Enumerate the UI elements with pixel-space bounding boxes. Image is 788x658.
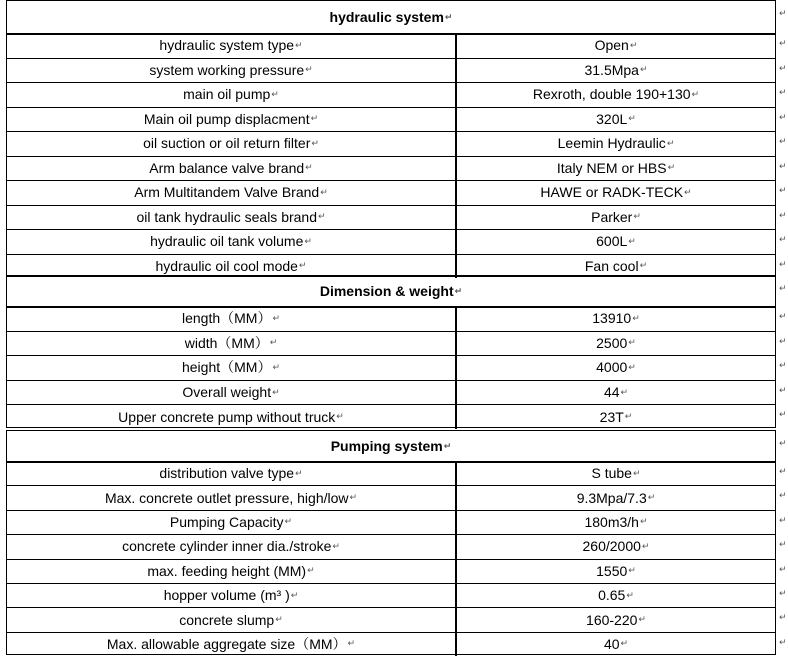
row-end-mark-icon: ↵ xyxy=(779,62,787,73)
paragraph-mark-icon: ↵ xyxy=(336,411,344,422)
spec-label-cell xyxy=(7,33,457,58)
spec-label-cell xyxy=(7,156,457,181)
paragraph-mark-icon: ↵ xyxy=(307,565,315,576)
spec-label: Arm Multitandem Valve Brand xyxy=(134,184,320,201)
paragraph-mark-icon: ↵ xyxy=(305,64,313,75)
spec-label: Arm balance valve brand xyxy=(149,159,305,176)
row-end-mark-icon: ↵ xyxy=(779,234,787,244)
spec-label-cell xyxy=(7,461,457,485)
spec-value-cell xyxy=(457,632,775,656)
section-2 xyxy=(6,430,776,655)
table-row xyxy=(7,306,775,332)
paragraph-mark-icon: ↵ xyxy=(271,88,279,99)
spec-label-cell xyxy=(7,131,457,156)
spec-label: Pumping Capacity xyxy=(169,513,284,530)
spec-value: 9.3Mpa/7.3 xyxy=(576,489,647,506)
spec-value: Parker xyxy=(591,208,633,225)
spec-value-cell xyxy=(457,131,775,156)
paragraph-mark-icon: ↵ xyxy=(290,589,299,600)
section-0 xyxy=(6,0,776,277)
paragraph-mark-icon: ↵ xyxy=(666,137,675,148)
table-row xyxy=(7,380,775,406)
spec-value-cell xyxy=(457,485,775,509)
table-row xyxy=(7,559,775,584)
paragraph-mark-icon: ↵ xyxy=(272,386,280,397)
paragraph-mark-icon: ↵ xyxy=(628,113,636,124)
spec-value: Open xyxy=(594,37,629,54)
spec-value: 2500 xyxy=(596,334,628,351)
row-end-mark-icon: ↵ xyxy=(779,360,787,371)
spec-label-cell xyxy=(7,583,457,607)
spec-label: hydraulic oil cool mode xyxy=(155,257,298,274)
spec-label: distribution valve type xyxy=(159,465,295,482)
spec-value: 31.5Mpa xyxy=(584,61,639,78)
row-end-mark-icon: ↵ xyxy=(779,539,787,550)
table-row xyxy=(7,534,775,559)
table-row xyxy=(7,331,775,357)
spec-value: Italy NEM or HBS xyxy=(556,159,667,176)
spec-value-cell xyxy=(457,58,775,83)
spec-label: length（MM） xyxy=(181,310,272,327)
table-row xyxy=(7,355,775,381)
row-end-mark-icon: ↵ xyxy=(779,185,787,195)
paragraph-mark-icon: ↵ xyxy=(443,440,452,451)
spec-label: Max. concrete outlet pressure, high/low xyxy=(104,489,349,506)
spec-value: 23T xyxy=(599,408,624,425)
table-row xyxy=(7,82,775,108)
paragraph-mark-icon: ↵ xyxy=(284,516,293,527)
paragraph-mark-icon: ↵ xyxy=(272,361,280,372)
spec-value: 160-220 xyxy=(586,611,638,628)
spec-label-cell xyxy=(7,404,457,429)
row-end-mark-icon: ↵ xyxy=(779,563,787,574)
spec-label: width（MM） xyxy=(184,334,269,351)
paragraph-mark-icon: ↵ xyxy=(632,467,641,478)
spec-value: 40 xyxy=(603,635,620,652)
spec-label: system working pressure xyxy=(149,61,305,78)
spec-value: 180m3/h xyxy=(584,513,639,530)
spec-value-cell xyxy=(457,107,775,132)
paragraph-mark-icon: ↵ xyxy=(626,589,634,600)
row-end-mark-icon: ↵ xyxy=(779,490,787,501)
spec-label-cell xyxy=(7,510,457,534)
paragraph-mark-icon: ↵ xyxy=(295,39,303,50)
section-title xyxy=(7,1,775,35)
section-title-text: hydraulic system xyxy=(329,9,444,25)
spec-value: 0.65 xyxy=(598,587,626,604)
paragraph-mark-icon: ↵ xyxy=(320,186,328,197)
paragraph-mark-icon: ↵ xyxy=(305,162,313,173)
paragraph-mark-icon: ↵ xyxy=(332,540,340,551)
spec-value: 600L xyxy=(596,233,628,250)
section-title-text: Dimension & weight xyxy=(319,283,454,299)
paragraph-mark-icon: ↵ xyxy=(624,411,633,422)
spec-value-cell xyxy=(457,205,775,230)
spec-label: hopper volume (m³ ) xyxy=(163,587,290,604)
table-row xyxy=(7,632,775,656)
paragraph-mark-icon: ↵ xyxy=(318,211,326,222)
spec-label-cell xyxy=(7,485,457,509)
table-row xyxy=(7,510,775,535)
row-end-mark-icon: ↵ xyxy=(779,409,787,420)
spec-label-cell xyxy=(7,58,457,83)
table-row xyxy=(7,229,775,255)
spec-value-cell xyxy=(457,331,775,356)
row-end-mark-icon: ↵ xyxy=(779,8,787,18)
spec-label: oil tank hydraulic seals brand xyxy=(136,208,317,225)
paragraph-mark-icon: ↵ xyxy=(641,540,650,551)
spec-label-cell xyxy=(7,306,457,331)
spec-label: main oil pump xyxy=(183,86,271,103)
paragraph-mark-icon: ↵ xyxy=(684,186,692,197)
row-end-mark-icon: ↵ xyxy=(779,636,787,647)
paragraph-mark-icon: ↵ xyxy=(639,260,648,271)
row-end-mark-icon: ↵ xyxy=(779,514,787,525)
row-end-mark-icon: ↵ xyxy=(779,335,787,346)
paragraph-mark-icon: ↵ xyxy=(667,162,676,173)
paragraph-mark-icon: ↵ xyxy=(269,337,278,348)
spec-value: 4000 xyxy=(596,359,628,376)
spec-label-cell xyxy=(7,229,457,254)
row-end-mark-icon: ↵ xyxy=(779,612,787,623)
row-end-mark-icon: ↵ xyxy=(779,258,787,269)
paragraph-mark-icon: ↵ xyxy=(629,39,638,50)
section-title xyxy=(7,431,775,463)
spec-value-cell xyxy=(457,559,775,583)
paragraph-mark-icon: ↵ xyxy=(310,113,319,124)
row-end-mark-icon: ↵ xyxy=(779,38,787,48)
table-row xyxy=(7,583,775,608)
spec-label: hydraulic system type xyxy=(159,37,295,54)
spec-label: Upper concrete pump without truck xyxy=(118,408,336,425)
spec-value-cell xyxy=(457,33,775,58)
paragraph-mark-icon: ↵ xyxy=(628,337,636,348)
row-end-mark-icon: ↵ xyxy=(779,311,787,321)
section-title-text: Pumping system xyxy=(330,438,443,454)
spec-label-cell xyxy=(7,632,457,656)
spec-value-cell xyxy=(457,156,775,181)
spec-value: 44 xyxy=(603,384,620,401)
spec-label: max. feeding height (MM) xyxy=(147,562,307,579)
row-end-mark-icon: ↵ xyxy=(779,588,787,598)
paragraph-mark-icon: ↵ xyxy=(639,516,648,527)
spec-value: 13910 xyxy=(592,310,632,327)
spec-value: Rexroth, double 190+130 xyxy=(532,86,691,103)
spec-value: Fan cool xyxy=(584,257,639,274)
paragraph-mark-icon: ↵ xyxy=(639,64,648,75)
spec-label: Main oil pump displacment xyxy=(143,110,310,127)
spec-label: concrete cylinder inner dia./stroke xyxy=(122,538,332,555)
spec-value-cell xyxy=(457,461,775,485)
row-end-mark-icon: ↵ xyxy=(779,160,787,171)
spec-value: Leemin Hydraulic xyxy=(557,135,666,152)
spec-label-cell xyxy=(7,205,457,230)
table-row xyxy=(7,205,775,231)
spec-value-cell xyxy=(457,355,775,380)
table-row xyxy=(7,404,775,429)
spec-value-cell xyxy=(457,583,775,607)
paragraph-mark-icon: ↵ xyxy=(638,614,646,625)
paragraph-mark-icon: ↵ xyxy=(304,235,312,246)
paragraph-mark-icon: ↵ xyxy=(620,386,629,397)
table-row xyxy=(7,131,775,157)
spec-label-cell xyxy=(7,355,457,380)
paragraph-mark-icon: ↵ xyxy=(628,361,636,372)
spec-label-cell xyxy=(7,107,457,132)
spec-label: height（MM） xyxy=(181,359,272,376)
spec-value-cell xyxy=(457,180,775,205)
spec-label-cell xyxy=(7,559,457,583)
row-end-mark-icon: ↵ xyxy=(779,87,787,97)
spec-value-cell xyxy=(457,82,775,107)
row-end-mark-icon: ↵ xyxy=(779,438,787,448)
row-end-mark-icon: ↵ xyxy=(779,111,787,122)
table-row xyxy=(7,107,775,133)
spec-label: concrete slump xyxy=(179,611,275,628)
paragraph-mark-icon: ↵ xyxy=(647,492,656,503)
spec-label: Max. allowable aggregate size（MM） xyxy=(106,635,347,652)
spec-value-cell xyxy=(457,306,775,331)
spec-label: oil suction or oil return filter xyxy=(143,135,311,152)
paragraph-mark-icon: ↵ xyxy=(628,235,636,246)
spec-value: 260/2000 xyxy=(582,538,641,555)
paragraph-mark-icon: ↵ xyxy=(454,285,463,296)
paragraph-mark-icon: ↵ xyxy=(275,614,283,625)
spec-label-cell xyxy=(7,180,457,205)
spec-value: HAWE or RADK-TECK xyxy=(540,184,684,201)
spec-label-cell xyxy=(7,607,457,631)
spec-value: 1550 xyxy=(596,562,628,579)
table-row xyxy=(7,156,775,182)
spec-label: Overall weight xyxy=(182,384,272,401)
section-1 xyxy=(6,275,776,428)
row-end-mark-icon: ↵ xyxy=(779,136,787,146)
paragraph-mark-icon: ↵ xyxy=(691,88,700,99)
table-row xyxy=(7,485,775,510)
spec-label-cell xyxy=(7,534,457,558)
row-end-mark-icon: ↵ xyxy=(779,283,787,293)
paragraph-mark-icon: ↵ xyxy=(632,312,640,323)
spec-label-cell xyxy=(7,380,457,405)
table-row xyxy=(7,461,775,486)
spec-label: hydraulic oil tank volume xyxy=(150,233,304,250)
paragraph-mark-icon: ↵ xyxy=(620,638,629,649)
paragraph-mark-icon: ↵ xyxy=(298,260,307,271)
paragraph-mark-icon: ↵ xyxy=(349,492,358,503)
paragraph-mark-icon: ↵ xyxy=(444,11,453,22)
spec-label-cell xyxy=(7,82,457,107)
paragraph-mark-icon: ↵ xyxy=(347,638,356,649)
paragraph-mark-icon: ↵ xyxy=(272,312,280,323)
spec-value-cell xyxy=(457,404,775,429)
spec-value: S tube xyxy=(591,465,632,482)
table-row xyxy=(7,33,775,59)
paragraph-mark-icon: ↵ xyxy=(311,137,319,148)
row-end-mark-icon: ↵ xyxy=(779,209,787,220)
table-row xyxy=(7,58,775,84)
spec-value-cell xyxy=(457,534,775,558)
spec-value-cell xyxy=(457,510,775,534)
section-title xyxy=(7,276,775,308)
spec-value-cell xyxy=(457,380,775,405)
paragraph-mark-icon: ↵ xyxy=(633,211,641,222)
spec-value-cell xyxy=(457,607,775,631)
spec-value: 320L xyxy=(596,110,628,127)
spec-value-cell xyxy=(457,229,775,254)
table-row xyxy=(7,607,775,632)
row-end-mark-icon: ↵ xyxy=(779,466,787,476)
row-end-mark-icon: ↵ xyxy=(779,384,787,395)
paragraph-mark-icon: ↵ xyxy=(295,467,303,478)
table-row xyxy=(7,180,775,206)
spec-label-cell xyxy=(7,331,457,356)
paragraph-mark-icon: ↵ xyxy=(628,565,636,576)
